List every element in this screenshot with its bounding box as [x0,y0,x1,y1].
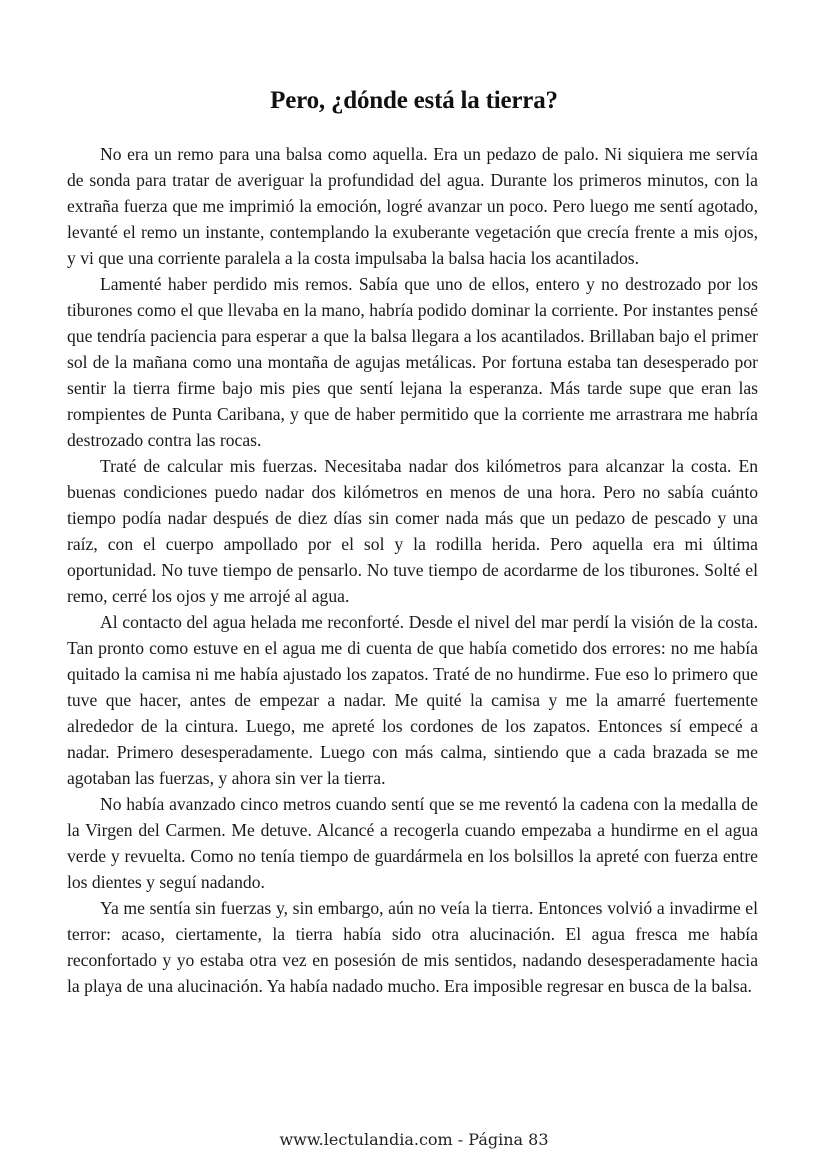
paragraph: Al contacto del agua helada me reconforté. Desde el nivel del mar perdí la visión de la costa. Tan pronto como estuve en el agua me di cuenta de que había cometido dos errores: no me había quitado la camisa ni me había ajustado los zapatos. Traté de no hundirme. Fue eso lo primero que tuve que hacer, antes de empezar a nadar. Me quité la camisa y me la amarré fuertemente alrededor de la cintura. Luego, me apreté los cordones de los zapatos. Entonces sí empecé a nadar. Primero desesperadamente. Luego con más calma, sintiendo que a cada brazada se me agotaban las fuerzas, y ahora sin ver la tierra. [67,612,758,788]
chapter-body [67,141,758,999]
paragraph: No había avanzado cinco metros cuando sentí que se me reventó la cadena con la medalla de la Virgen del Carmen. Me detuve. Alcancé a recogerla cuando empezaba a hundirme en el agua verde y revuelta. Como no tenía tiempo de guardármela en los bolsillos la apreté con fuerza entre los dientes y seguí nadando. [67,794,758,892]
paragraph: Lamenté haber perdido mis remos. Sabía que uno de ellos, entero y no destrozado por los tiburones como el que llevaba en la mano, habría podido dominar la corriente. Por instantes pensé que tendría paciencia para esperar a que la balsa llegara a los acantilados. Brillaban bajo el primer sol de la mañana como una montaña de agujas metálicas. Por fortuna estaba tan desesperado por sentir la tierra firme bajo mis pies que sentí lejana la esperanza. Más tarde supe que eran las rompientes de Punta Caribana, y que de haber permitido que la corriente me arrastrara me habría destrozado contra las rocas. [67,274,758,450]
paragraph: Traté de calcular mis fuerzas. Necesitaba nadar dos kilómetros para alcanzar la costa. En buenas condiciones puedo nadar dos kilómetros en menos de una hora. Pero no sabía cuánto tiempo podía nadar después de diez días sin comer nada más que un pedazo de pescado y una raíz, con el cuerpo ampollado por el sol y la rodilla herida. Pero aquella era mi última oportunidad. No tuve tiempo de pensarlo. No tuve tiempo de acordarme de los tiburones. Solté el remo, cerré los ojos y me arrojé al agua. [67,456,758,606]
paragraph: Ya me sentía sin fuerzas y, sin embargo, aún no veía la tierra. Entonces volvió a invadirme el terror: acaso, ciertamente, la tierra había sido otra alucinación. El agua fresca me había reconfortado y yo estaba otra vez en posesión de mis sentidos, nadando desesperadamente hacia la playa de una alucinación. Ya había nadado mucho. Era imposible regresar en busca de la balsa. [67,898,758,996]
chapter-title: Pero, ¿dónde está la tierra? [270,86,558,114]
paragraph: No era un remo para una balsa como aquella. Era un pedazo de palo. Ni siquiera me servía de sonda para tratar de averiguar la profundidad del agua. Durante los primeros minutos, con la extraña fuerza que me imprimió la emoción, logré avanzar un poco. Pero luego me sentí agotado, levanté el remo un instante, contemplando la exuberante vegetación que crecía frente a mis ojos, y vi que una corriente paralela a la costa impulsaba la balsa hacia los acantilados. [67,144,758,268]
page-footer: www.lectulandia.com - Página 83 [279,1130,549,1149]
